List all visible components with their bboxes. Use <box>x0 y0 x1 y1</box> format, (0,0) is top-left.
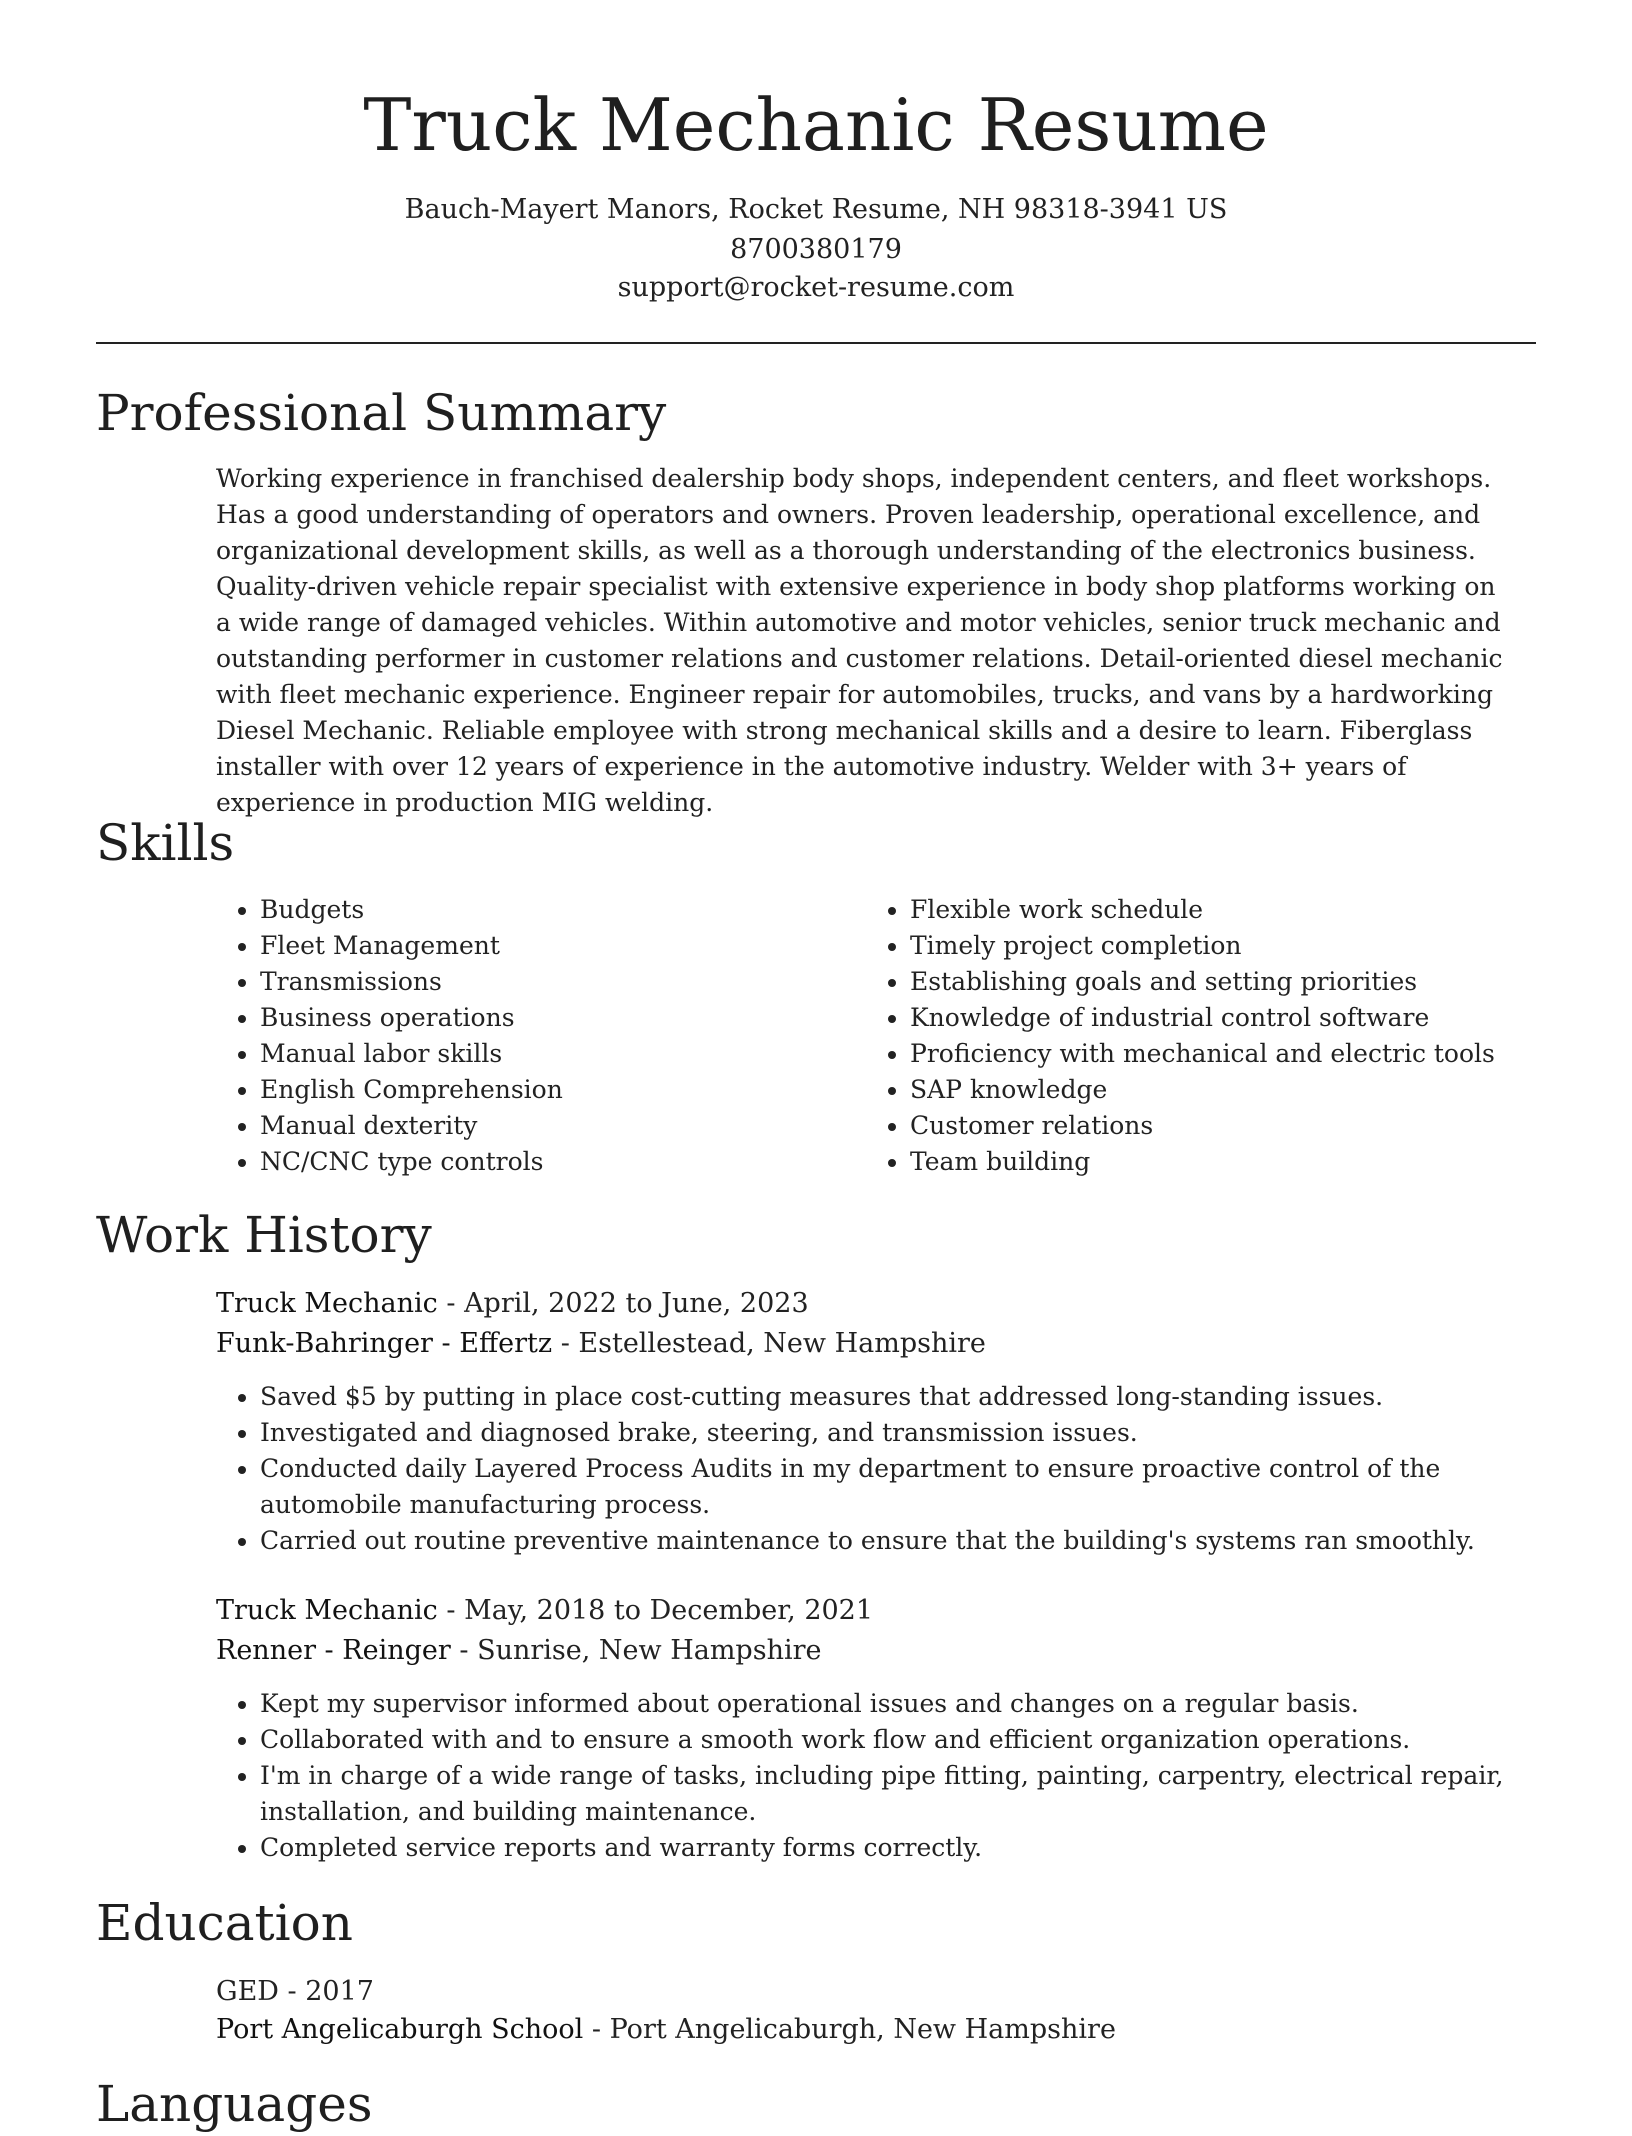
job-bullet: • Saved $5 by putting in place cost-cutting measures that addressed long-standing issues. <box>260 1379 1580 1415</box>
skill-item: • Manual dexterity <box>260 1108 860 1144</box>
job-bullet: • Conducted daily Layered Process Audits in my department to ensure proactive control of the automobile manufacturing process. <box>260 1451 1580 1523</box>
job-bullet: • I'm in charge of a wide range of tasks, including pipe fitting, painting, carpentry, electrical repair, installation, and building maintenance. <box>260 1758 1580 1830</box>
education-degree-line <box>216 1973 374 2011</box>
job-bullet: • Carried out routine preventive maintenance to ensure that the building's systems ran smoothly. <box>260 1523 1580 1559</box>
education-location: Port Angelicaburgh, New Hampshire <box>609 2014 1116 2045</box>
job-title-line <box>216 1285 809 1323</box>
skill-item: • Knowledge of industrial control software <box>910 1000 1570 1036</box>
education-heading: Education <box>96 1894 353 1952</box>
job-bullet: • Collaborated with and to ensure a smooth work flow and efficient organization operations. <box>260 1722 1580 1758</box>
job-bullets <box>216 1379 1580 1559</box>
skills-list-left <box>216 892 860 1180</box>
separator: - <box>446 1595 465 1626</box>
job-company: Funk-Bahringer - Effertz <box>216 1328 553 1359</box>
skill-item: • Team building <box>910 1144 1570 1180</box>
skill-item: • Flexible work schedule <box>910 892 1570 928</box>
education-school-line <box>216 2011 1116 2049</box>
job-company: Renner - Reinger <box>216 1635 451 1666</box>
job-bullets <box>216 1686 1580 1866</box>
job-bullet: • Investigated and diagnosed brake, steering, and transmission issues. <box>260 1415 1580 1451</box>
education-school: Port Angelicaburgh School <box>216 2014 584 2045</box>
job-dates: April, 2022 to June, 2023 <box>464 1288 809 1319</box>
education-year: 2017 <box>305 1976 374 2007</box>
skills-list-right <box>866 892 1570 1180</box>
contact-address: Bauch-Mayert Manors, Rocket Resume, NH 98318-3941 US <box>404 194 1228 225</box>
job-company-line <box>216 1325 986 1363</box>
job-title: Truck Mechanic <box>216 1595 438 1626</box>
job-bullet: • Kept my supervisor informed about operational issues and changes on a regular basis. <box>260 1686 1580 1722</box>
skill-item: • Manual labor skills <box>260 1036 860 1072</box>
skill-item: • Customer relations <box>910 1108 1570 1144</box>
summary-text: Working experience in franchised dealership body shops, independent centers, and fleet workshops. Has a good understanding of operators and owners. Proven leadership, operational excellence, and organizational development skills, as well as a thorough understanding of the electronics business. Quality-driven vehicle repair specialist with extensive experience in body shop platforms working on a wide range of damaged vehicles. Within automotive and motor vehicles, senior truck mechanic and outstanding performer in customer relations and customer relations. Detail-oriented diesel mechanic with fleet mechanic experience. Engineer repair for automobiles, trucks, and vans by a hardworking Diesel Mechanic. Reliable employee with strong mechanical skills and a desire to learn. Fiberglass installer with over 12 years of experience in the automotive industry. Welder with 3+ years of experience in production MIG welding. <box>216 464 1503 817</box>
job-location: Sunrise, New Hampshire <box>477 1635 822 1666</box>
languages-heading: Languages <box>96 2075 373 2133</box>
separator: - <box>446 1288 465 1319</box>
job-location: Estellestead, New Hampshire <box>578 1328 986 1359</box>
skill-item: • Business operations <box>260 1000 860 1036</box>
skill-item: • Budgets <box>260 892 860 928</box>
skills-heading: Skills <box>96 814 235 872</box>
contact-email: support@rocket-resume.com <box>617 272 1015 303</box>
skill-item: • SAP knowledge <box>910 1072 1570 1108</box>
summary-heading: Professional Summary <box>96 384 667 442</box>
skill-item: • NC/CNC type controls <box>260 1144 860 1180</box>
separator: - <box>591 2014 610 2045</box>
contact-phone: 8700380179 <box>730 234 902 265</box>
job-title-line <box>216 1592 873 1630</box>
job-bullet: • Completed service reports and warranty forms correctly. <box>260 1830 1580 1866</box>
separator: - <box>459 1635 478 1666</box>
skill-item: • Timely project completion <box>910 928 1570 964</box>
header-divider <box>96 342 1536 344</box>
skill-item: • Establishing goals and setting priorities <box>910 964 1570 1000</box>
skill-item: • English Comprehension <box>260 1072 860 1108</box>
skill-item: • Proficiency with mechanical and electric tools <box>910 1036 1570 1072</box>
separator: - <box>287 1976 306 2007</box>
job-title: Truck Mechanic <box>216 1288 438 1319</box>
skill-item: • Transmissions <box>260 964 860 1000</box>
resume-title: Truck Mechanic Resume <box>363 83 1269 167</box>
skill-item: • Fleet Management <box>260 928 860 964</box>
job-dates: May, 2018 to December, 2021 <box>464 1595 874 1626</box>
education-degree: GED <box>216 1976 279 2007</box>
job-company-line <box>216 1632 822 1670</box>
separator: - <box>560 1328 579 1359</box>
work-heading: Work History <box>96 1206 432 1264</box>
